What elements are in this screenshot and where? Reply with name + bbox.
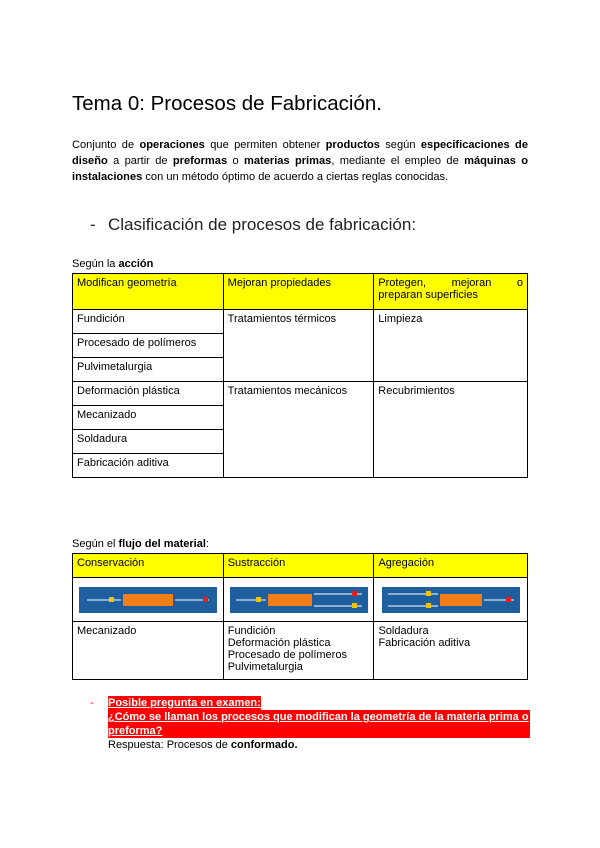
intro-bold: operaciones [139,139,205,151]
table1-header: Modifican geometría [73,274,224,310]
table2-cell [223,622,374,680]
page-title: Tema 0: Procesos de Fabricación. [72,92,382,115]
section-label: Clasificación de procesos de fabricación: [108,215,417,234]
caption-text: : [205,538,209,550]
intro-bold: materias primas [243,155,332,167]
spacer [90,710,108,738]
answer-bold: conformado. [230,739,298,751]
aggregation-diagram [382,587,520,613]
intro-bold: preformas [172,155,228,167]
table1-cell: Mecanizado [73,406,224,430]
process-item: Fabricación aditiva [378,637,471,649]
action-table [72,273,528,478]
intro-paragraph [72,137,528,185]
answer-text: Respuesta: Procesos de [108,739,231,751]
intro-text: con un método óptimo de acuerdo a ciertas reglas conocidas. [142,171,449,183]
table1-cell: Fundición [73,310,224,334]
table1-header: Protegen, mejoran o preparan superficies [374,274,528,310]
caption-bold: acción [118,258,154,270]
subtraction-diagram [230,587,368,613]
section-heading [90,215,416,235]
table2-cell [374,622,528,680]
table1-cell: Tratamientos mecánicos [223,382,374,478]
table1-caption [72,258,153,270]
question-label: Posible pregunta en examen: [108,697,261,709]
intro-bold: productos [325,139,380,151]
diagram-cell [374,578,528,622]
caption-text: Según la [72,258,119,270]
table2-caption [72,538,209,550]
table2-cell [73,622,224,680]
intro-bold: especificaciones de diseño [72,139,528,167]
table1-cell: Fabricación aditiva [73,454,224,478]
question-bullet: - [90,697,94,709]
spacer [90,738,108,752]
table1-cell: Limpieza [374,310,528,382]
caption-text: Según el [72,538,119,550]
table2-header: Conservación [73,554,224,578]
caption-bold: flujo del material [118,538,206,550]
conservation-diagram [79,587,217,613]
intro-text: , mediante el empleo de [331,155,465,167]
intro-text: que permiten obtener [204,139,326,151]
answer [108,738,298,752]
process-item: Soldadura [378,625,429,637]
intro-text: a partir de [107,155,173,167]
intro-text: Conjunto de [72,139,140,151]
intro-text: o [227,155,244,167]
process-item: Pulvimetalurgia [227,661,303,673]
table1-cell: Procesado de polímeros [73,334,224,358]
section-bullet: - [90,215,96,234]
table1-cell: Pulvimetalurgia [73,358,224,382]
intro-bold: máquinas o instalaciones [72,155,528,183]
material-flow-table [72,553,528,680]
exam-question [90,696,530,752]
table1-cell: Recubrimientos [374,382,528,478]
table2-header: Agregación [374,554,528,578]
table1-header: Mejoran propiedades [223,274,374,310]
table1-cell: Soldadura [73,430,224,454]
table2-header: Sustracción [223,554,374,578]
question-text: ¿Cómo se llaman los procesos que modifican la geometría de la materia prima o preforma? [108,711,529,737]
process-item: Deformación plástica [227,637,331,649]
table1-cell: Deformación plástica [73,382,224,406]
diagram-cell [73,578,224,622]
process-item: Fundición [227,625,276,637]
process-item: Mecanizado [77,625,137,637]
intro-text: según [379,139,421,151]
table1-cell: Tratamientos térmicos [223,310,374,382]
diagram-cell [223,578,374,622]
process-item: Procesado de polímeros [227,649,347,661]
